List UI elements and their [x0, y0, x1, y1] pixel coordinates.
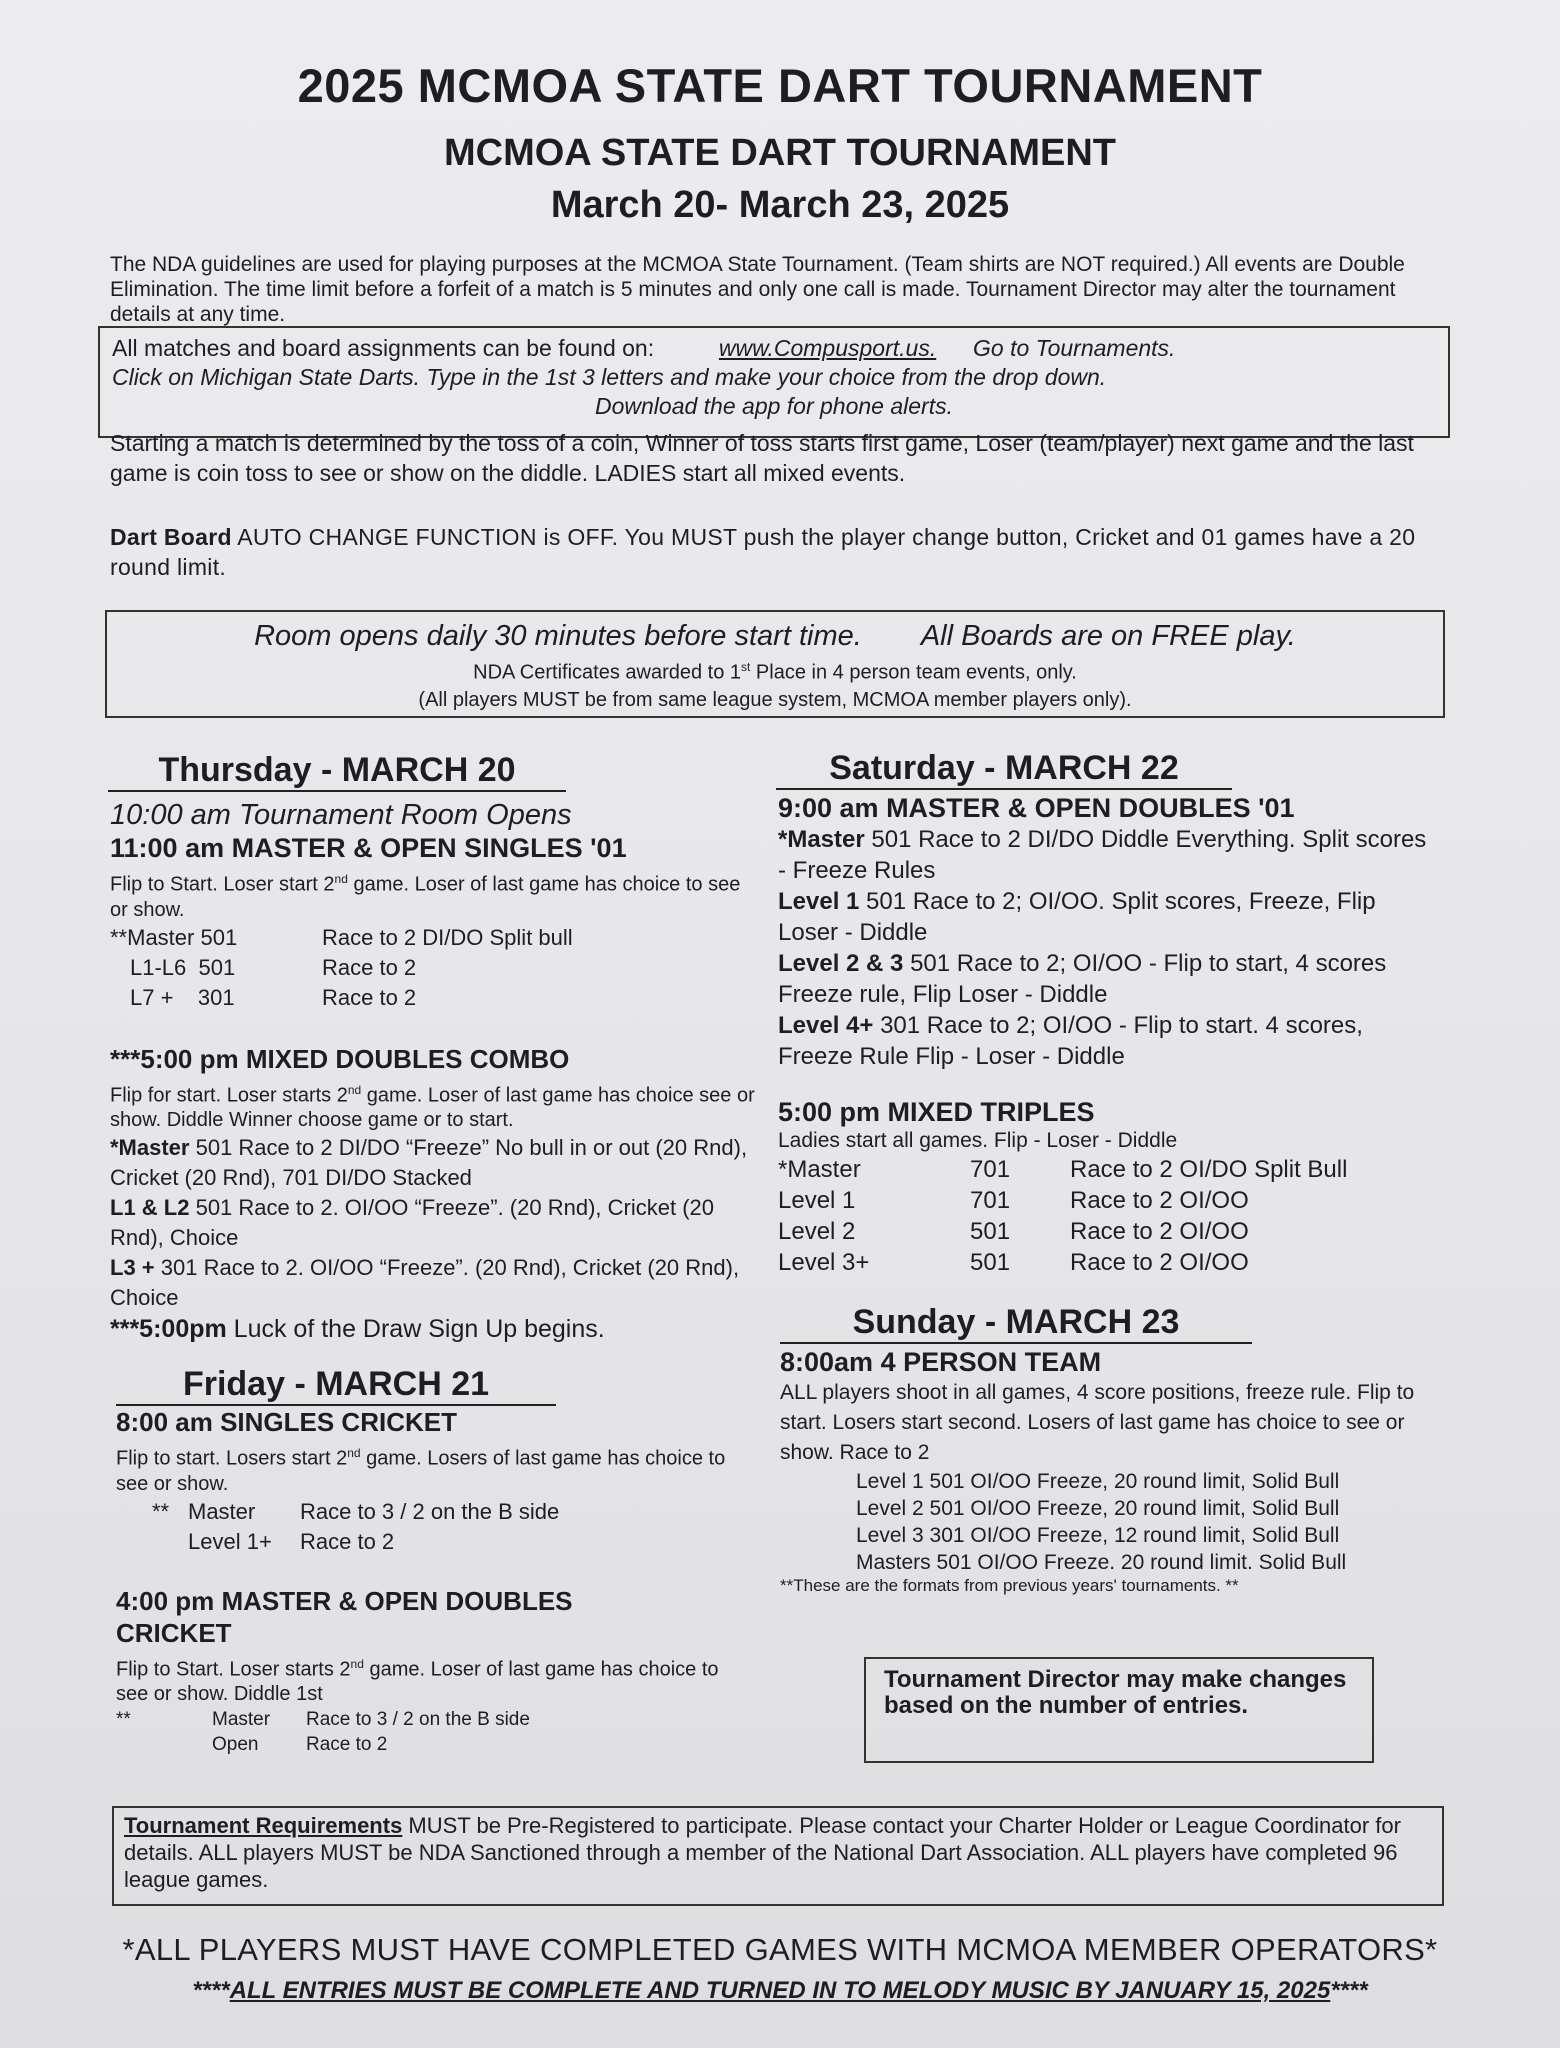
- sunday-heading: Sunday - MARCH 23: [780, 1302, 1252, 1344]
- thursday-section: [110, 798, 760, 1345]
- sunday-formats: [780, 1468, 1440, 1576]
- entries-deadline: ALL ENTRIES MUST BE COMPLETE AND TURNED IN TO MELODY MUSIC BY JANUARY 15, 2025: [229, 1977, 1331, 2004]
- saturday-event-2-desc: Ladies start all games. Flip - Loser - Diddle: [778, 1129, 1178, 1152]
- friday-section: [116, 1406, 746, 1757]
- website-link[interactable]: www.Compusport.us.: [718, 335, 937, 361]
- assignments-line-2: Click on Michigan State Darts. Type in the 1st 3 letters and make your choice from the drop down.: [112, 364, 1107, 390]
- list-item: Level 2 501 OI/OO Freeze, 20 round limit, Solid Bull: [856, 1497, 1340, 1520]
- assignments-text: All matches and board assignments can be found on:: [112, 335, 655, 361]
- table-row: Level 1+ Race to 2: [188, 1528, 395, 1554]
- thursday-event-1-desc: Flip to Start. Loser start 2nd game. Loser of last game has choice to see or show.: [110, 872, 741, 921]
- friday-heading: Friday - MARCH 21: [116, 1364, 556, 1406]
- saturday-section: [778, 792, 1438, 1278]
- table-row: L1-L6 501 Race to 2: [130, 954, 417, 980]
- dartboard-text: AUTO CHANGE FUNCTION is OFF. You MUST push the player change button, Cricket and 01 games have a 20 round limit.: [110, 524, 1416, 580]
- certificates-line: NDA Certificates awarded to 1st Place in 4 person team events, only.: [473, 660, 1077, 684]
- requirements-text: MUST be Pre-Registered to participate. Please contact your Charter Holder or League Coordinator for details. ALL players MUST be NDA Sanctioned through a member of the National Dart Association. ALL players have completed 96 league games.: [124, 1813, 1401, 1892]
- friday-event-2-desc: Flip to Start. Loser starts 2nd game. Loser of last game has choice to see or show. Diddle 1st: [116, 1656, 719, 1706]
- saturday-l1-format: Level 1 501 Race to 2; OI/OO. Split scores, Freeze, Flip Loser - Diddle: [778, 888, 1376, 946]
- sunday-note: **These are the formats from previous years' tournaments. **: [780, 1576, 1239, 1595]
- thursday-heading: Thursday - MARCH 20: [108, 750, 566, 792]
- room-opens-line: [107, 618, 1443, 654]
- requirements-label: Tournament Requirements: [124, 1813, 403, 1838]
- table-row: Level 1 701 Race to 2 OI/OO: [778, 1187, 1249, 1214]
- room-opens-time: 10:00 am Tournament Room Opens: [110, 799, 572, 831]
- go-to-tournaments: Go to Tournaments.: [973, 335, 1176, 361]
- table-row: Open Race to 2: [212, 1734, 388, 1756]
- thursday-event-1-title: 11:00 am MASTER & OPEN SINGLES '01: [110, 833, 627, 863]
- table-row: Level 3+ 501 Race to 2 OI/OO: [778, 1249, 1249, 1276]
- main-title: 2025 MCMOA STATE DART TOURNAMENT: [297, 59, 1263, 112]
- dartboard-paragraph: [110, 522, 1440, 582]
- sunday-heading-wrap: [780, 1302, 1252, 1344]
- table-row: **Master 501 Race to 2 DI/DO Split bull: [110, 924, 573, 950]
- table-row: Level 2 501 Race to 2 OI/OO: [778, 1218, 1249, 1245]
- table-row: *Master 701 Race to 2 OI/DO Split Bull: [778, 1156, 1348, 1183]
- sunday-event-title: 8:00am 4 PERSON TEAM: [780, 1347, 1102, 1377]
- table-row: ** Master Race to 3 / 2 on the B side: [116, 1709, 530, 1731]
- saturday-master-format: *Master 501 Race to 2 DI/DO Diddle Everything. Split scores - Freeze Rules: [778, 826, 1427, 884]
- thursday-event-2-desc: Flip for start. Loser starts 2nd game. Loser of last game has choice see or show. Diddle Winner choose game or to start.: [110, 1082, 755, 1132]
- free-play: All Boards are on FREE play.: [920, 620, 1296, 652]
- coin-toss-paragraph: Starting a match is determined by the toss of a coin, Winner of toss starts first game, Loser (team/player) next game and the last game is coin toss to see or show on the diddle. LADIES start all mixed events.: [110, 430, 1414, 486]
- thursday-event-3: ***5:00pm Luck of the Draw Sign Up begins.: [110, 1315, 605, 1344]
- saturday-l4-format: Level 4+ 301 Race to 2; OI/OO - Flip to start. 4 scores, Freeze Rule Flip - Loser - Diddle: [778, 1012, 1363, 1070]
- requirements-box: [112, 1806, 1444, 1906]
- thursday-event-2-title: ***5:00 pm MIXED DOUBLES COMBO: [110, 1043, 570, 1074]
- saturday-event-2-title: 5:00 pm MIXED TRIPLES: [778, 1097, 1095, 1127]
- list-item: Masters 501 OI/OO Freeze. 20 round limit. Solid Bull: [856, 1551, 1347, 1574]
- director-notice-box: Tournament Director may make changes based on the number of entries.: [864, 1657, 1374, 1763]
- list-item: Level 3 301 OI/OO Freeze, 12 round limit, Solid Bull: [856, 1524, 1340, 1547]
- sunday-event-desc: ALL players shoot in all games, 4 score positions, freeze rule. Flip to start. Losers start second. Losers of last game has choice to see or show. Race to 2: [780, 1381, 1415, 1464]
- friday-event-1-title: 8:00 am SINGLES CRICKET: [116, 1407, 457, 1437]
- list-item: Level 1 501 OI/OO Freeze, 20 round limit, Solid Bull: [856, 1470, 1340, 1493]
- saturday-event-1-title: 9:00 am MASTER & OPEN DOUBLES '01: [778, 793, 1295, 823]
- room-info-box: [105, 610, 1445, 718]
- friday-event-1-desc: Flip to start. Losers start 2nd game. Losers of last game has choice to see or show.: [116, 1446, 726, 1495]
- saturday-heading-wrap: [776, 748, 1232, 790]
- room-opens: Room opens daily 30 minutes before start time.: [254, 620, 862, 652]
- dartboard-label: Dart Board: [110, 524, 232, 550]
- footer-line-1: *ALL PLAYERS MUST HAVE COMPLETED GAMES WITH MCMOA MEMBER OPERATORS*: [122, 1932, 1438, 1967]
- friday-heading-wrap: [116, 1364, 556, 1406]
- sunday-section: [780, 1346, 1440, 1596]
- thursday-l3-format: L3 + 301 Race to 2. OI/OO “Freeze”. (20 Rnd), Cricket (20 Rnd), Choice: [110, 1255, 740, 1311]
- assignments-box: [98, 326, 1450, 438]
- saturday-l23-format: Level 2 & 3 501 Race to 2; OI/OO - Flip to start, 4 scores Freeze rule, Flip Loser - Diddle: [778, 950, 1387, 1008]
- footer-line-2: ****ALL ENTRIES MUST BE COMPLETE AND TURNED IN TO MELODY MUSIC BY JANUARY 15, 2025****: [192, 1977, 1368, 2004]
- intro-paragraph: The NDA guidelines are used for playing purposes at the MCMOA State Tournament. (Team shirts are NOT required.) All events are Double Elimination. The time limit before a forfeit of a match is 5 minutes and only one call is made. Tournament Director may alter the tournament details at any time.: [110, 253, 1405, 326]
- thursday-l1l2-format: L1 & L2 501 Race to 2. OI/OO “Freeze”. (20 Rnd), Cricket (20 Rnd), Choice: [110, 1195, 714, 1251]
- assignments-line-1: [112, 334, 1436, 363]
- friday-event-2-title: 4:00 pm MASTER & OPEN DOUBLES CRICKET: [116, 1585, 573, 1648]
- thursday-master-format: *Master 501 Race to 2 DI/DO “Freeze” No bull in or out (20 Rnd), Cricket (20 Rnd), 701 DI/DO Stacked: [110, 1135, 748, 1191]
- saturday-heading: Saturday - MARCH 22: [776, 748, 1232, 790]
- players-line: (All players MUST be from same league system, MCMOA member players only).: [418, 688, 1132, 711]
- tournament-dates: March 20- March 23, 2025: [550, 184, 1010, 226]
- assignments-line-3: Download the app for phone alerts.: [594, 393, 954, 419]
- table-row: L7 + 301 Race to 2: [130, 984, 417, 1010]
- table-row: ** Master Race to 3 / 2 on the B side: [152, 1498, 560, 1524]
- thursday-heading-wrap: [108, 750, 566, 792]
- sub-title: MCMOA STATE DART TOURNAMENT: [444, 132, 1116, 174]
